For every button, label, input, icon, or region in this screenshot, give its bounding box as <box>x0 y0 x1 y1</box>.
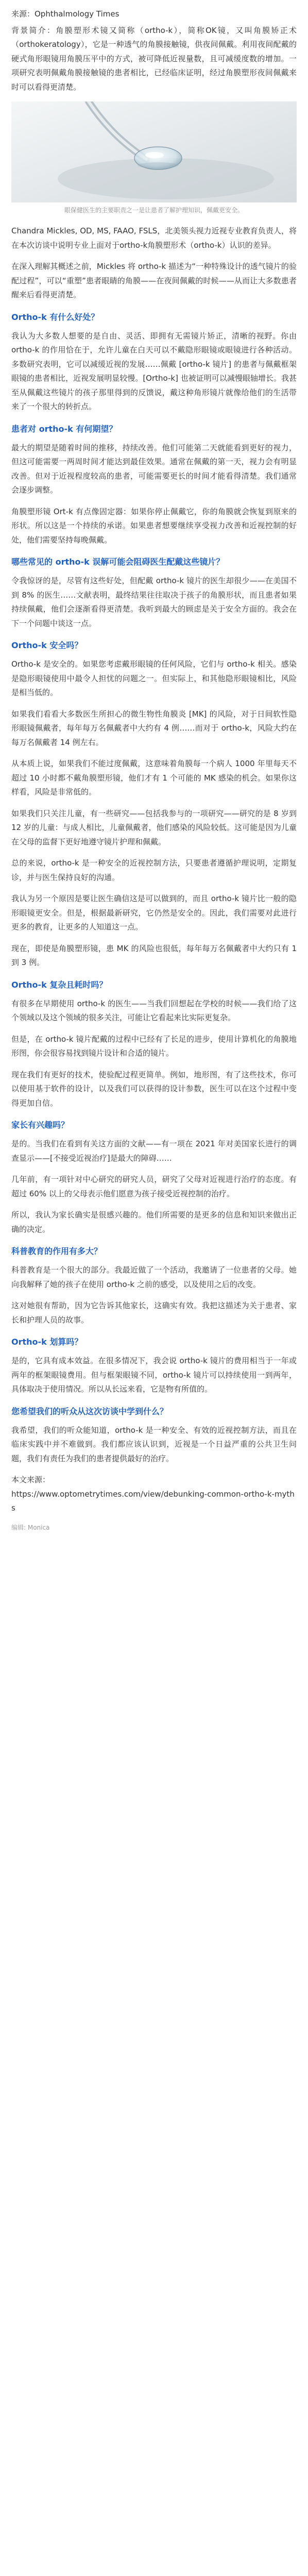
paragraph: Chandra Mickles, OD, MS, FAAO, FSLS，北美领头视力近视专业教育负责人，将在本次访谈中说明专业上面对于ortho-k角膜塑形术（ortho-k）认识的差异。 <box>11 226 297 250</box>
section-heading: Ortho-k 复杂且耗时吗？ <box>11 979 108 990</box>
paragraph: 有很多在早期使用 ortho-k 的医生——当我们回想起在学校的时候——我们给了这个领域以及这个领域的很多关注，可能让它看起来比实际更复杂。 <box>11 998 297 1022</box>
section-heading: Ortho-k 安全吗？ <box>11 640 83 650</box>
paragraph: 是的，它具有成本效益。在很多情况下，我会说 ortho-k 镜片的费用相当于一年或两年的框架眼镜费用。但与框架眼镜不同，ortho-k 镜片可以持续使用一到两年，具体取决于使用情况。所以从长远来看，它是物有所值的。 <box>11 1356 297 1394</box>
paragraph: Ortho-k 是安全的。如果您考虑戴形眼镜的任何风险，它们与 ortho-k 相关。感染是隐形眼镜使用中最令人担忧的问题之一。但实际上，和其他隐形眼镜相比，风险是相当低的。 <box>11 659 297 697</box>
paragraph: 我认为大多数人想要的是自由、灵活、即拥有无需镜片矫正，清晰的视野。你由 ortho-k 的作用恰在于，允许儿童在白天可以不戴隐形眼镜或眼镜进行各种活动。多数研究表明，它可以减缓近视的发展……佩戴 [ortho-k 镜片] 的患者与佩戴框架眼镜的患者相比，近视发展明显较慢。[Ortho-k] 也被证明可以减慢眼轴增长。我甚至从佩戴这些镜片的孩子那里得到的反馈说，戴这种角形镜片就像给他们的生活带来了一个很大的转折点。 <box>11 331 297 411</box>
intro-paragraph: 背景简介：角膜塑形术镜又简称（ortho-k），简称OK镜，又叫角膜矫正术（orthokeratology），它是一种透气的角膜接触镜，供夜间佩戴。利用夜间配戴的硬式角形眼镜用角膜压平中的方式，被可降低近视量数，且可减缓度数的增加。一项研究表明佩戴角膜接触镜的患者相比，已经临床证明，经过角膜塑形夜间佩戴来时可以看得更清楚。 <box>11 25 297 92</box>
paragraph: 是的。当我们在看到有关这方面的文献——有一项在 2021 年对美国家长进行的调查显示——[不接受近视治疗]是最大的障碍…… <box>11 1139 297 1163</box>
paragraph: 如果我们只关注儿童，有一些研究——包括我参与的一项研究——研究的是 8 岁到 12 岁的儿童：与成人相比，儿童佩戴者，他们感染的风险较低。这可能是因为儿童在父母的监督下更好地遵守镜片护理和佩戴。 <box>11 808 297 846</box>
section-heading: 家长有兴趣吗？ <box>11 1120 70 1130</box>
figure-caption: 眼保健医生的主要职责之一是让患者了解护理知识，佩戴更安全。 <box>64 207 244 214</box>
paragraph: 从本质上说，如果我们不能过度佩戴，这意味着角膜每一个病人 1000 年里每天不超过 10 小时都不戴角膜塑形镜，他们才有 1 个可能的 MK 感染的机会。如果你这样看，风险是非常低的。 <box>11 759 297 796</box>
paragraph: 我希望，我们的听众能知道，ortho-k 是一种安全、有效的近视控制方法，而且在临床实践中并不难做到。我们都应该认识到，近视是一个日益严重的公共卫生问题，我们有责任为我们的患者提供最好的治疗。 <box>11 1425 297 1463</box>
editor-credit: 编辑: Monica <box>11 1523 50 1531</box>
paragraph: 最大的期望是随着时间的推移，持续改善。他们可能第二天就能看到更好的视力，但这可能需要一两周时间才能达到最佳效果。通常在佩戴的第一天，视力会有明显改善。但对于近视程度较高的患者，可能需要更长的时间才能看得清楚。我们通常会逐步调整。 <box>11 443 297 495</box>
paragraph: 几年前，有一项针对中心研究的研究人员，研究了父母对近视进行治疗的态度。有超过 60% 以上的父母表示他们愿意为孩子接受近视控制的治疗。 <box>11 1175 297 1198</box>
section-heading: Ortho-k 有什么好处？ <box>11 312 99 322</box>
paragraph: 所以，我认为家长确实是很感兴趣的。他们所需要的是更多的信息和知识来做出正确的决定。 <box>11 1210 297 1234</box>
source-link[interactable]: https://www.optometrytimes.com/view/debunking-common-ortho-k-myths <box>11 1489 295 1513</box>
paragraph: 令我惊讶的是，尽管有这些好处，但配戴 ortho-k 镜片的医生却很少——在美国不到 8% 的医生……文献表明，最终结果往往取决于孩子的角膜形状，而且患者如果持续佩戴，他们会逐渐看得更清楚。我听到最大的顾虑是关于安全方面的。我会在下一个问题中谈这一点。 <box>11 576 297 628</box>
source-label: 本文来源： <box>11 1475 50 1484</box>
section-heading: 患者对 ortho-k 有何期望？ <box>11 423 117 434</box>
article-figure <box>11 101 297 215</box>
section-heading: 科普教育的作用有多大？ <box>11 1246 102 1256</box>
paragraph: 这对她很有帮助，因为它告诉其他家长，这确实有效。我把这描述为关于患者、家长和护理人员的故事。 <box>11 1301 297 1325</box>
paragraph: 但是，在 ortho-k 镜片配戴的过程中已经有了长足的进步，使用计算机化的角膜地形图，你会很容易找到镜片设计和合适的镜片。 <box>11 1034 297 1058</box>
paragraph: 如果我们看看大多数医生所担心的微生物性角膜炎 [MK] 的风险，对于日间软性隐形眼镜佩戴者，每年每万名佩戴者中大约有 4 例……而对于 ortho-k，风险大约在每万名佩戴者 14 例左右。 <box>11 709 297 747</box>
paragraph: 现在，即使是角膜塑形镜，患 MK 的风险也很低，每年每万名佩戴者中大约只有 1 到 3 例。 <box>11 943 297 967</box>
paragraph: 角膜塑形镜 Ort-k 有点像固定器：如果你停止佩戴它，你的角膜就会恢复到原来的形状。所以这是一个持续的承诺。如果患者想要继续享受视力改善和近视控制的好处，他们需要坚持每晚佩戴。 <box>11 506 297 545</box>
section-heading: 您希望我们的听众从这次访谈中学到什么？ <box>11 1406 168 1416</box>
paragraph: 现在我们有更好的技术，使验配过程更简单。例如，地形图，有了这些技术，你可以使用基于软件的设计，以及我们可以获得的设计参数，医生可以在这个过程中变得更加自信。 <box>11 1070 297 1108</box>
paragraph: 在深入理解其概述之前，Mickles 将 ortho-k 描述为“一种特殊设计的透气镜片的验配过程”，可以“重塑”患者眼睛的角膜——在夜间佩戴的时候——从而让大多数患者醒来后看得更清楚。 <box>11 262 297 299</box>
ortho-k-lens-photo <box>11 101 297 202</box>
section-heading: 哪些常见的 ortho-k 误解可能会阻碍医生配戴这些镜片？ <box>11 557 225 567</box>
section-heading: Ortho-k 划算吗？ <box>11 1337 83 1347</box>
paragraph: 科普教育是一个很大的部分。我最近做了一个活动，我邀请了一位患者的父母。她向我解释了她的孩子在使用 ortho-k 之前的感受，以及使用之后的改变。 <box>11 1265 297 1289</box>
article-source: 来源：Ophthalmology Times <box>11 9 119 19</box>
paragraph: 我认为另一个原因是要让医生确信这是可以做到的，而且 ortho-k 镜片比一般的隐形眼镜更安全。但是，根据最新研究，它仍然是安全的。因此，我们需要对此进行更多的教育，让更多的人知道这一点。 <box>11 894 297 931</box>
paragraph: 总的来说，ortho-k 是一种安全的近视控制方法，只要患者遵循护理说明，定期复诊，并与医生保持良好的沟通。 <box>11 858 297 882</box>
